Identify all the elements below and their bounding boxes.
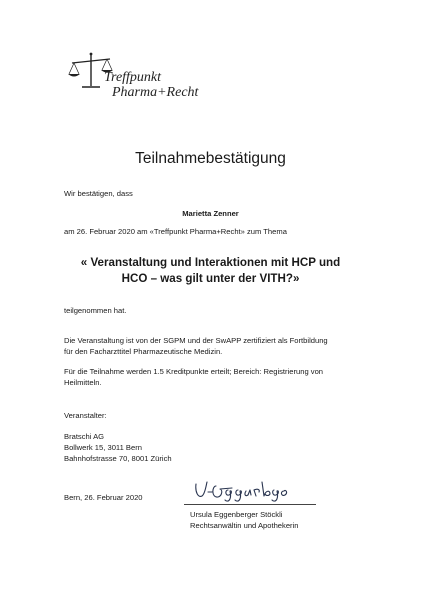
participated-text: teilgenommen hat.	[64, 306, 127, 315]
logo-text-line1: Treffpunkt	[104, 70, 162, 85]
certification-text	[64, 336, 364, 357]
signer-title: Rechtsanwältin und Apothekerin	[190, 521, 299, 530]
signature-line	[184, 504, 316, 505]
certification-line1: Die Veranstaltung ist von der SGPM und der SwAPP zertifiziert als Fortbildung	[64, 336, 328, 345]
certification-line2: für den Facharzttitel Pharmazeutische Medizin.	[64, 346, 223, 356]
event-heading-line1: « Veranstaltung und Interaktionen mit HCP und	[80, 256, 341, 269]
credits-line2: Heilmitteln.	[64, 377, 102, 387]
logo-text-line2: Pharma+Recht	[112, 85, 199, 100]
credits-text	[64, 367, 364, 388]
intro-text: Wir bestätigen, dass	[64, 189, 133, 198]
event-date-topic: am 26. Februar 2020 am «Treffpunkt Pharma+Recht» zum Thema	[64, 227, 287, 236]
organizer-name: Bratschi AG	[64, 432, 105, 441]
credits-line1: Für die Teilnahme werden 1.5 Kreditpunkte erteilt; Bereich: Registrierung von	[64, 367, 324, 376]
participant-name: Marietta Zenner	[182, 209, 239, 218]
organizer-address2: Bahnhofstrasse 70, 8001 Zürich	[64, 454, 172, 463]
organizer-address1: Bollwerk 15, 3011 Bern	[64, 443, 142, 452]
event-heading-line2: HCO – was gilt unter der VITH?»	[121, 272, 300, 285]
organizer-label: Veranstalter:	[64, 411, 107, 420]
document-title: Teilnahmebestätigung	[135, 150, 286, 167]
handwritten-signature	[192, 476, 310, 504]
signer-name: Ursula Eggenberger Stöckli	[190, 510, 283, 519]
event-heading	[50, 255, 371, 287]
place-date: Bern, 26. Februar 2020	[64, 493, 143, 502]
